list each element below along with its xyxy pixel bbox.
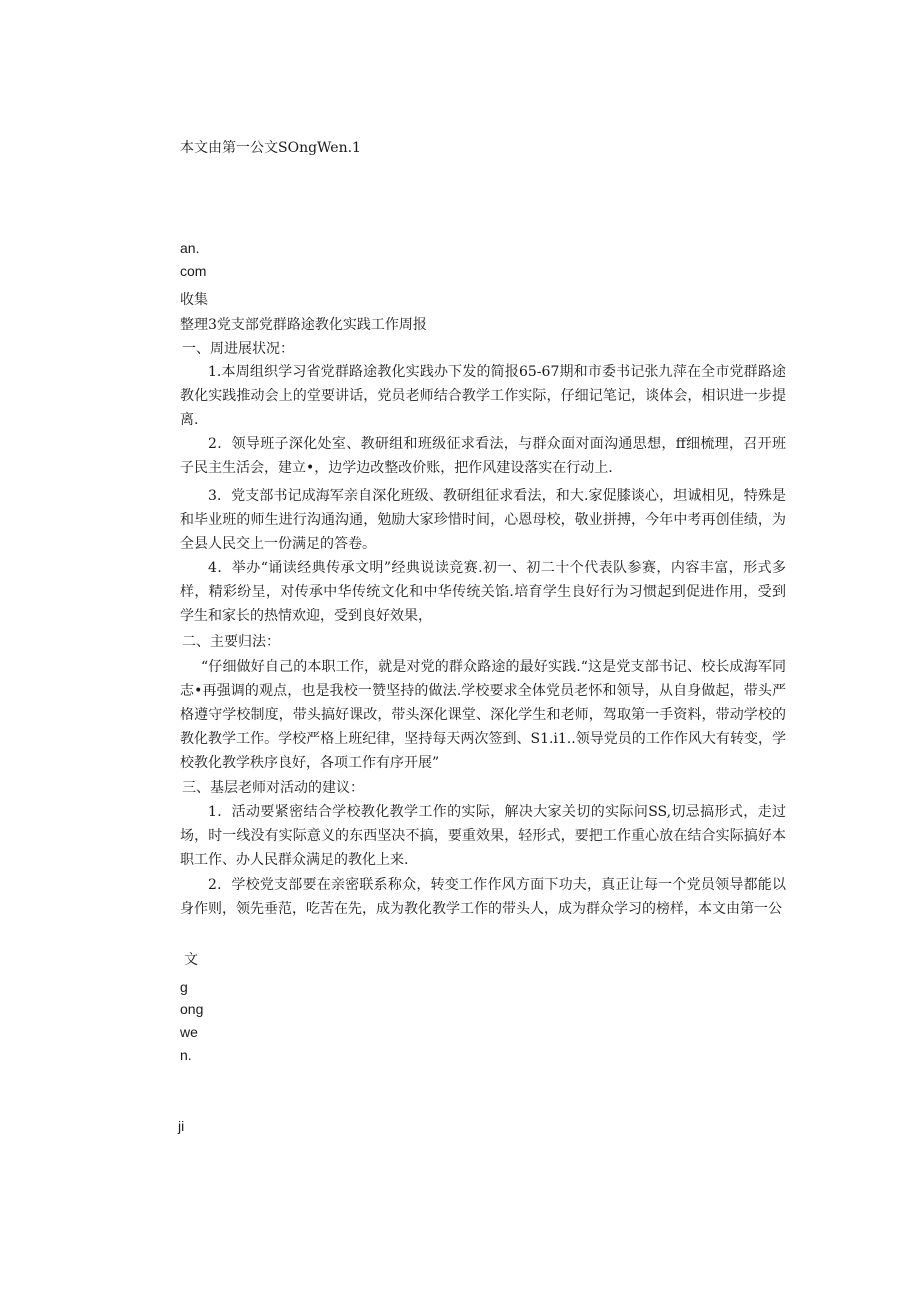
progress-item-2: 2．领导班子深化处室、教研组和班级征求看法，与群众面对面沟通思想，ff细梳理，召开班子民主生活会，建立•，边学边改整改价账，把作风建设落实在行动上. bbox=[180, 436, 786, 476]
progress-item-4: 4．举办“诵读经典传承文明”经典说读竞赛.初一、初二十个代表队参赛，内容丰富，形式多样，精彩纷呈，对传承中华传统文化和中华传统关馅.培育学生良好行为习惯起到促进作用，受到学生和家长的热情欢迎，受到良好效果， bbox=[180, 560, 786, 624]
fragment-an: an. bbox=[180, 240, 200, 256]
fragment-n: n. bbox=[180, 1047, 192, 1063]
collect-label: 收集 bbox=[180, 292, 208, 308]
fragment-g: g bbox=[180, 979, 188, 995]
section-heading-suggestions: 三、基层老师对活动的建议： bbox=[182, 780, 364, 796]
section-heading-summary: 二、主要归法： bbox=[182, 634, 280, 650]
progress-item-1: 1.本周组织学习省党群路途教化实践办下发的简报65-67期和市委书记张九萍在全市党群路途教化实践推动会上的堂要讲话，党员老师结合教学工作实际，仔细记笔记，谈体会，相识进一步提离. bbox=[180, 364, 786, 428]
source-line: 本文由第一公文SOngWen.1 bbox=[180, 140, 361, 156]
summary-quote: “仔细做好自己的本职工作，就是对党的群众路途的最好实践.“这是党支部书记、校长成海军同志•再强调的观点，也是我校一赞坚持的做法.学校要求全体党员老怀和领导，从自身做起，带头严格遵守学校制度，带头搞好课改，带头深化课堂、深化学生和老师，驾取第一手资料，带动学校的教化教学工作。学校严格上班纪律，坚持每天两次签到、S1.i1..领导党员的工作作风大有转变，学校教化教学秩序良好，各项工作有序开展” bbox=[180, 659, 786, 771]
section-heading-progress: 一、周进展状况： bbox=[182, 341, 294, 357]
fragment-com: com bbox=[180, 263, 207, 279]
fragment-wen: 文 bbox=[184, 952, 198, 968]
suggestion-item-2: 2．学校党支部要在亲密联系称众，转变工作作风方面下功夫，真正让每一个党员领导都能以身作则，领先垂范，吃苦在先，成为教化教学工作的带头人，成为群众学习的榜样，本文由第一公 bbox=[180, 877, 786, 917]
document-title: 整理3党支部党群路途教化实践工作周报 bbox=[180, 317, 427, 333]
suggestion-item-1: 1．活动要紧密结合学校教化教学工作的实际，解决大家关切的实际问SS,切忌搞形式，走过场，时一线没有实际意义的东西坚决不搞，要重效果，轻形式，要把工作重心放在结合实际搞好本职工作、办人民群众满足的教化上来. bbox=[180, 804, 786, 868]
fragment-ji: ji bbox=[178, 1118, 185, 1134]
fragment-we: we bbox=[180, 1024, 198, 1040]
progress-item-3: 3．党支部书记成海军亲自深化班级、教研组征求看法，和大.家促膝谈心，坦诚相见，特殊是和毕业班的师生进行沟通沟通，勉励大家珍惜时间，心恩母校，敬业拼搏，今年中考再创佳绩，为全县人民交上一份满足的答卷。 bbox=[180, 488, 786, 552]
fragment-ong: ong bbox=[180, 1001, 204, 1017]
